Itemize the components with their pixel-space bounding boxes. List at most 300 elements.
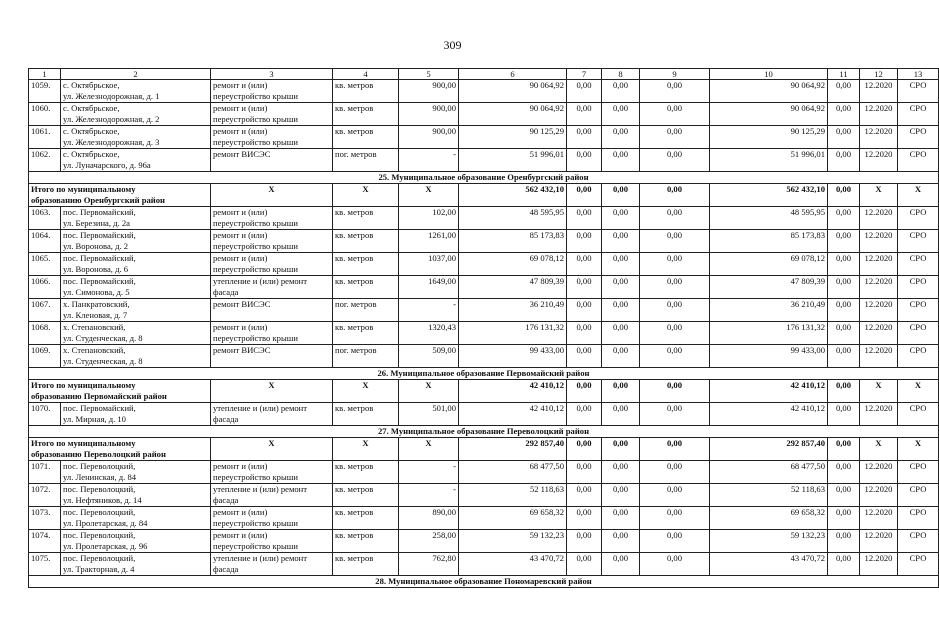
fund-col-8: 0,00 [602,80,640,103]
unit: кв. метров [333,80,399,103]
total-cost: 36 210,49 [459,299,567,322]
fund-col-10: 85 173,83 [710,230,828,253]
fund-col-10: 59 132,23 [710,530,828,553]
fund-col-8: 0,00 [602,322,640,345]
unit: кв. метров [333,103,399,126]
section-title: 26. Муниципальное образование Первомайский район [29,368,939,380]
table-row [29,553,939,576]
contractor-method: СРО [898,276,939,299]
work-type [211,103,333,126]
subtotal-cost: 292 857,40 [459,438,567,461]
work-type-line: фасада [213,287,239,297]
column-number: 5 [399,69,459,80]
subtotal-label-line: образованию Оренбургский район [31,195,165,205]
unit: кв. метров [333,207,399,230]
table-row [29,530,939,553]
fund-col-11: 0,00 [828,253,860,276]
volume: 900,00 [399,103,459,126]
work-type [211,207,333,230]
volume: 258,00 [399,530,459,553]
fund-col-9: 0,00 [640,403,710,426]
x-mark: X [333,438,399,461]
fund-col-7: 0,00 [567,207,602,230]
work-type-line: переустройство крыши [213,241,298,251]
unit: пог. метров [333,299,399,322]
contractor-method: СРО [898,461,939,484]
contractor-method: СРО [898,253,939,276]
contractor-method: СРО [898,207,939,230]
row-number: 1062. [29,149,61,172]
address-line: ул. Нефтяников, д. 14 [63,495,142,505]
section-title: 27. Муниципальное образование Переволоцкий район [29,426,939,438]
fund-col-11: 0,00 [828,530,860,553]
section-header-row [29,426,939,438]
section-title: 25. Муниципальное образование Оренбургский район [29,172,939,184]
row-number: 1068. [29,322,61,345]
address-line: х. Степановский, [63,322,126,332]
table-row [29,299,939,322]
fund-col-8: 0,00 [602,403,640,426]
total-cost: 90 064,92 [459,103,567,126]
contractor-method: СРО [898,80,939,103]
table-row [29,207,939,230]
subtotal-label [29,380,211,403]
column-number: 1 [29,69,61,80]
address-line: ул. Железнодорожная, д. 3 [63,137,160,147]
table-body [29,69,939,588]
row-number: 1059. [29,80,61,103]
table-row [29,253,939,276]
total-cost: 99 433,00 [459,345,567,368]
subtotal-label [29,184,211,207]
fund-col-10: 68 477,50 [710,461,828,484]
work-type-line: ремонт и (или) [213,253,268,263]
address-line: с. Октябрьское, [63,80,120,90]
contractor-method: СРО [898,103,939,126]
work-type [211,553,333,576]
completion-date: 12.2020 [860,80,898,103]
table-row [29,276,939,299]
x-mark: X [399,438,459,461]
contractor-method: СРО [898,403,939,426]
table-row [29,149,939,172]
table-row [29,322,939,345]
address [61,461,211,484]
work-type-line: переустройство крыши [213,264,298,274]
column-number: 7 [567,69,602,80]
table-row [29,103,939,126]
fund-col-11: 0,00 [828,276,860,299]
subtotal-label [29,438,211,461]
work-type-line: ремонт и (или) [213,207,268,217]
address [61,230,211,253]
fund-col-11: 0,00 [828,149,860,172]
unit: кв. метров [333,126,399,149]
total-cost: 69 658,32 [459,507,567,530]
total-cost: 69 078,12 [459,253,567,276]
fund-col-7: 0,00 [567,80,602,103]
row-number: 1060. [29,103,61,126]
work-type [211,253,333,276]
contractor-method: СРО [898,553,939,576]
completion-date: 12.2020 [860,299,898,322]
address [61,322,211,345]
address-line: пос. Первомайский, [63,253,136,263]
address-line: ул. Пролетарская, д. 84 [63,518,148,528]
address-line: ул. Воронова, д. 2 [63,241,129,251]
x-mark: X [333,184,399,207]
work-type [211,149,333,172]
fund-col-8: 0,00 [602,484,640,507]
completion-date: 12.2020 [860,230,898,253]
fund-col-9: 0,00 [640,345,710,368]
volume: - [399,461,459,484]
work-type-line: фасада [213,564,239,574]
total-cost: 52 118,63 [459,484,567,507]
address [61,126,211,149]
address [61,403,211,426]
total-cost: 48 595,95 [459,207,567,230]
address-line: пос. Первомайский, [63,207,136,217]
work-type-line: ремонт ВИСЭС [213,149,271,159]
work-type-line: ремонт и (или) [213,461,268,471]
x-mark: X [211,184,333,207]
row-number: 1064. [29,230,61,253]
row-number: 1070. [29,403,61,426]
unit: кв. метров [333,461,399,484]
fund-col-10: 42 410,12 [710,403,828,426]
column-number-row [29,69,939,80]
table-row [29,461,939,484]
address-line: пос. Первомайский, [63,230,136,240]
address-line: пос. Переволоцкий, [63,484,136,494]
work-type-line: переустройство крыши [213,114,298,124]
address-line: с. Октябрьское, [63,149,120,159]
work-type-line: переустройство крыши [213,333,298,343]
unit: кв. метров [333,530,399,553]
address [61,553,211,576]
column-number: 2 [61,69,211,80]
fund-col-7: 0,00 [567,322,602,345]
work-type-line: фасада [213,414,239,424]
fund-col-11: 0,00 [828,322,860,345]
section-header-row [29,576,939,588]
fund-col-7: 0,00 [567,149,602,172]
fund-col-11: 0,00 [828,438,860,461]
x-mark: X [333,380,399,403]
subtotal-label-line: Итого по муниципальному [31,380,136,390]
fund-col-9: 0,00 [640,299,710,322]
address [61,345,211,368]
address [61,299,211,322]
address-line: с. Октябрьское, [63,103,120,113]
volume: 900,00 [399,126,459,149]
fund-col-11: 0,00 [828,207,860,230]
work-type-line: утепление и (или) ремонт [213,553,308,563]
address-line: ул. Тракторная, д. 4 [63,564,135,574]
fund-col-9: 0,00 [640,438,710,461]
work-type [211,484,333,507]
volume: 501,00 [399,403,459,426]
address-line: ул. Железнодорожная, д. 2 [63,114,160,124]
address-line: ул. Симонова, д. 5 [63,287,130,297]
x-mark: X [860,184,898,207]
fund-col-9: 0,00 [640,507,710,530]
fund-col-11: 0,00 [828,103,860,126]
fund-col-7: 0,00 [567,299,602,322]
contractor-method: СРО [898,507,939,530]
fund-col-10: 90 064,92 [710,80,828,103]
work-type [211,530,333,553]
work-type-line: переустройство крыши [213,137,298,147]
subtotal-label-line: образованию Первомайский район [31,391,167,401]
table-row [29,345,939,368]
address-line: пос. Переволоцкий, [63,553,136,563]
total-cost: 90 064,92 [459,80,567,103]
row-number: 1065. [29,253,61,276]
row-number: 1073. [29,507,61,530]
fund-col-11: 0,00 [828,403,860,426]
total-cost: 51 996,01 [459,149,567,172]
row-number: 1067. [29,299,61,322]
fund-col-9: 0,00 [640,253,710,276]
fund-col-9: 0,00 [640,80,710,103]
work-type [211,461,333,484]
contractor-method: СРО [898,126,939,149]
column-number: 6 [459,69,567,80]
fund-col-10: 69 658,32 [710,507,828,530]
total-cost: 176 131,32 [459,322,567,345]
work-type-line: ремонт и (или) [213,530,268,540]
contractor-method: СРО [898,299,939,322]
volume: - [399,149,459,172]
unit: кв. метров [333,276,399,299]
address [61,253,211,276]
fund-col-11: 0,00 [828,484,860,507]
work-type [211,276,333,299]
fund-col-7: 0,00 [567,461,602,484]
work-type-line: переустройство крыши [213,518,298,528]
subtotal-label-line: образованию Переволоцкий район [31,449,166,459]
volume: 890,00 [399,507,459,530]
fund-col-10: 562 432,10 [710,184,828,207]
fund-col-10: 51 996,01 [710,149,828,172]
completion-date: 12.2020 [860,253,898,276]
completion-date: 12.2020 [860,126,898,149]
volume: 509,00 [399,345,459,368]
completion-date: 12.2020 [860,507,898,530]
address-line: ул. Пролетарская, д. 96 [63,541,148,551]
work-type-line: ремонт ВИСЭС [213,299,271,309]
address-line: ул. Луначарского, д. 96а [63,160,151,170]
completion-date: 12.2020 [860,149,898,172]
x-mark: X [399,380,459,403]
column-number: 4 [333,69,399,80]
fund-col-11: 0,00 [828,461,860,484]
column-number: 10 [710,69,828,80]
volume: - [399,484,459,507]
x-mark: X [860,380,898,403]
fund-col-8: 0,00 [602,299,640,322]
capital-repair-table [28,68,939,588]
address [61,507,211,530]
fund-col-10: 292 857,40 [710,438,828,461]
work-type [211,507,333,530]
fund-col-7: 0,00 [567,253,602,276]
fund-col-7: 0,00 [567,553,602,576]
fund-col-8: 0,00 [602,461,640,484]
fund-col-7: 0,00 [567,438,602,461]
work-type-line: переустройство крыши [213,218,298,228]
fund-col-10: 90 064,92 [710,103,828,126]
contractor-method: СРО [898,484,939,507]
contractor-method: СРО [898,149,939,172]
fund-col-7: 0,00 [567,380,602,403]
address-line: ул. Березина, д. 2а [63,218,130,228]
work-type-line: переустройство крыши [213,472,298,482]
section-title: 28. Муниципальное образование Пономаревский район [29,576,939,588]
contractor-method: СРО [898,345,939,368]
volume: 1037,00 [399,253,459,276]
fund-col-11: 0,00 [828,380,860,403]
subtotal-label-line: Итого по муниципальному [31,438,136,448]
fund-col-9: 0,00 [640,530,710,553]
fund-col-9: 0,00 [640,484,710,507]
column-number: 13 [898,69,939,80]
address [61,530,211,553]
address-line: ул. Ленинская, д. 84 [63,472,137,482]
volume: 900,00 [399,80,459,103]
fund-col-11: 0,00 [828,345,860,368]
address-line: пос. Переволоцкий, [63,507,136,517]
completion-date: 12.2020 [860,345,898,368]
work-type [211,126,333,149]
total-cost: 42 410,12 [459,403,567,426]
work-type-line: ремонт и (или) [213,230,268,240]
completion-date: 12.2020 [860,103,898,126]
subtotal-cost: 42 410,12 [459,380,567,403]
x-mark: X [898,438,939,461]
address-line: ул. Студенческая, д. 8 [63,333,143,343]
fund-col-7: 0,00 [567,230,602,253]
unit: кв. метров [333,507,399,530]
completion-date: 12.2020 [860,276,898,299]
fund-col-7: 0,00 [567,184,602,207]
address-line: пос. Переволоцкий, [63,530,136,540]
total-cost: 47 809,39 [459,276,567,299]
fund-col-10: 43 470,72 [710,553,828,576]
volume: 1320,43 [399,322,459,345]
row-number: 1072. [29,484,61,507]
x-mark: X [860,438,898,461]
contractor-method: СРО [898,530,939,553]
address-line: пос. Переволоцкий, [63,461,136,471]
unit: кв. метров [333,322,399,345]
total-cost: 43 470,72 [459,553,567,576]
fund-col-8: 0,00 [602,345,640,368]
completion-date: 12.2020 [860,530,898,553]
unit: пог. метров [333,345,399,368]
address [61,103,211,126]
fund-col-9: 0,00 [640,230,710,253]
fund-col-9: 0,00 [640,322,710,345]
fund-col-9: 0,00 [640,461,710,484]
section-header-row [29,368,939,380]
fund-col-10: 176 131,32 [710,322,828,345]
row-number: 1061. [29,126,61,149]
work-type-line: утепление и (или) ремонт [213,484,308,494]
address-line: пос. Первомайский, [63,403,136,413]
fund-col-8: 0,00 [602,553,640,576]
unit: кв. метров [333,553,399,576]
total-cost: 90 125,29 [459,126,567,149]
address [61,484,211,507]
row-number: 1063. [29,207,61,230]
fund-col-7: 0,00 [567,530,602,553]
fund-col-11: 0,00 [828,507,860,530]
work-type-line: ремонт и (или) [213,126,268,136]
fund-col-11: 0,00 [828,230,860,253]
fund-col-10: 47 809,39 [710,276,828,299]
fund-col-8: 0,00 [602,126,640,149]
x-mark: X [898,184,939,207]
address-line: ул. Воронова, д. 6 [63,264,129,274]
total-cost: 68 477,50 [459,461,567,484]
fund-col-11: 0,00 [828,126,860,149]
fund-col-10: 69 078,12 [710,253,828,276]
fund-col-10: 42 410,12 [710,380,828,403]
unit: пог. метров [333,149,399,172]
fund-col-7: 0,00 [567,103,602,126]
subtotal-cost: 562 432,10 [459,184,567,207]
completion-date: 12.2020 [860,322,898,345]
contractor-method: СРО [898,322,939,345]
unit: кв. метров [333,230,399,253]
fund-col-7: 0,00 [567,403,602,426]
work-type [211,299,333,322]
fund-col-11: 0,00 [828,553,860,576]
unit: кв. метров [333,484,399,507]
section-header-row [29,172,939,184]
completion-date: 12.2020 [860,461,898,484]
column-number: 3 [211,69,333,80]
x-mark: X [211,380,333,403]
fund-col-7: 0,00 [567,484,602,507]
volume: 762,80 [399,553,459,576]
work-type-line: ремонт и (или) [213,322,268,332]
address-line: х. Степановский, [63,345,126,355]
fund-col-8: 0,00 [602,149,640,172]
x-mark: X [211,438,333,461]
address [61,80,211,103]
work-type-line: переустройство крыши [213,91,298,101]
unit: кв. метров [333,253,399,276]
address [61,207,211,230]
fund-col-8: 0,00 [602,530,640,553]
volume: 1649,00 [399,276,459,299]
work-type-line: переустройство крыши [213,541,298,551]
work-type-line: утепление и (или) ремонт [213,403,308,413]
fund-col-10: 90 125,29 [710,126,828,149]
row-number: 1071. [29,461,61,484]
address-line: ул. Железнодорожная, д. 1 [63,91,160,101]
fund-col-8: 0,00 [602,276,640,299]
work-type [211,230,333,253]
table-row [29,484,939,507]
fund-col-11: 0,00 [828,299,860,322]
fund-col-9: 0,00 [640,149,710,172]
fund-col-8: 0,00 [602,507,640,530]
